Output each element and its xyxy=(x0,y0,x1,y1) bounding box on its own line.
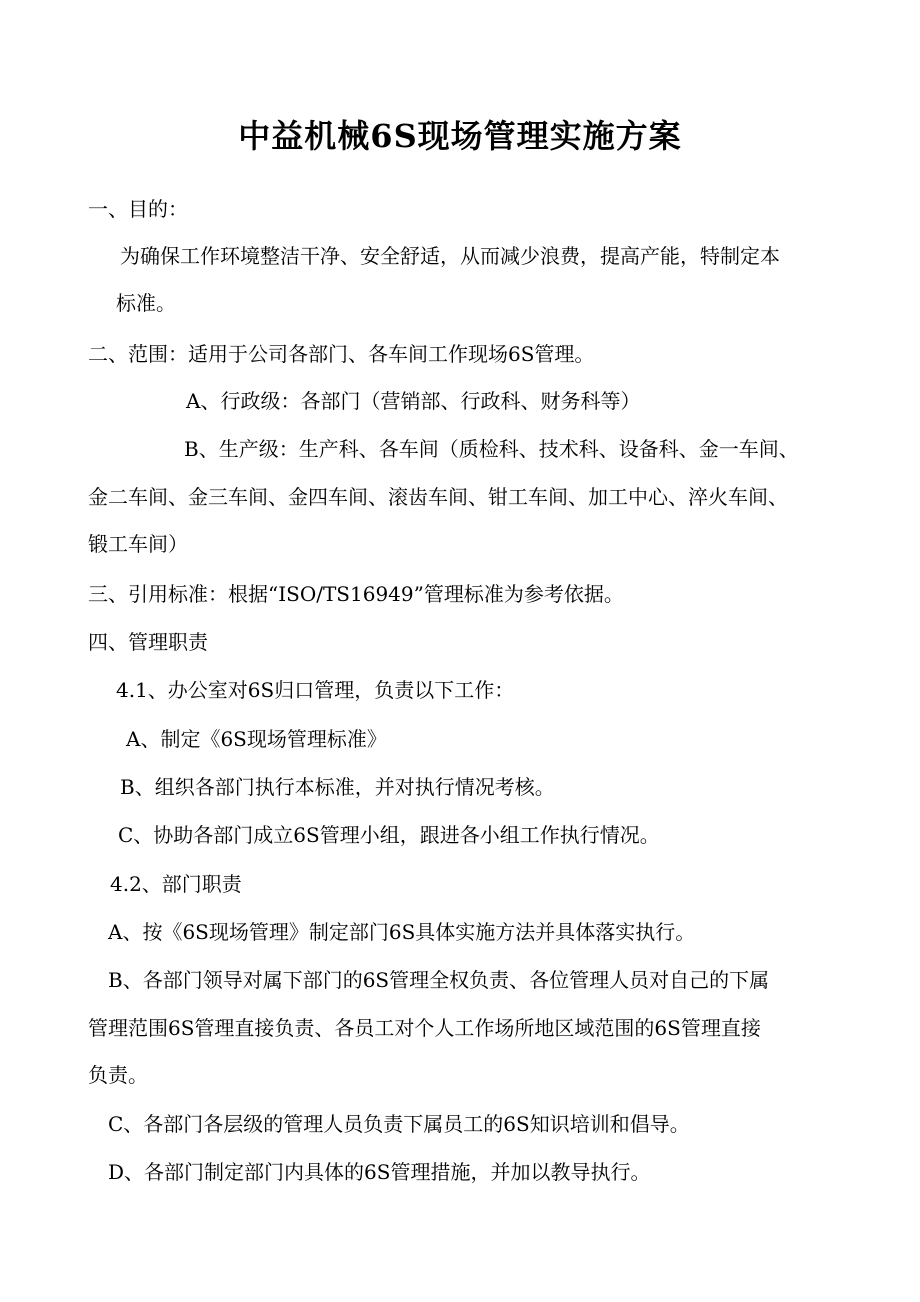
scope-item-b-line1: B、生产级：生产科、各车间（质检科、技术科、设备科、金一车间、 xyxy=(184,437,799,461)
department-item-c: C、各部门各层级的管理人员负责下属员工的6S知识培训和倡导。 xyxy=(108,1112,690,1136)
office-item-b: B、组织各部门执行本标准，并对执行情况考核。 xyxy=(120,775,555,799)
department-duties-heading: 4.2、部门职责 xyxy=(110,872,242,896)
scope-item-b-line3: 锻工车间） xyxy=(88,532,188,556)
scope-item-b-line2: 金二车间、金三车间、金四车间、滚齿车间、钳工车间、加工中心、淬火车间、 xyxy=(88,485,788,509)
scope-item-a: A、行政级：各部门（营销部、行政科、财务科等） xyxy=(186,389,641,413)
office-duties-heading: 4.1、办公室对6S归口管理，负责以下工作： xyxy=(116,678,515,702)
document-title: 中益机械6S现场管理实施方案 xyxy=(238,117,682,155)
purpose-text-line1: 为确保工作环境整洁干净、安全舒适，从而减少浪费，提高产能，特制定本 xyxy=(120,244,780,268)
office-item-a: A、制定《6S现场管理标准》 xyxy=(126,727,387,751)
office-item-c: C、协助各部门成立6S管理小组，跟进各小组工作执行情况。 xyxy=(118,823,660,847)
department-item-b-line1: B、各部门领导对属下部门的6S管理全权负责、各位管理人员对自己的下属 xyxy=(108,968,770,992)
reference-heading: 三、引用标准：根据“ISO/TS16949”管理标准为参考依据。 xyxy=(88,582,624,606)
scope-heading: 二、范围：适用于公司各部门、各车间工作现场6S管理。 xyxy=(88,342,595,366)
duties-heading: 四、管理职责 xyxy=(88,630,208,654)
purpose-heading: 一、目的： xyxy=(88,197,188,221)
purpose-text-line2: 标准。 xyxy=(116,291,176,315)
department-item-b-line2: 管理范围6S管理直接负责、各员工对个人工作场所地区域范围的6S管理直接 xyxy=(88,1016,761,1040)
department-item-a: A、按《6S现场管理》制定部门6S具体实施方法并具体落实执行。 xyxy=(108,920,696,944)
department-item-b-line3: 负责。 xyxy=(88,1063,148,1087)
department-item-d: D、各部门制定部门内具体的6S管理措施，并加以教导执行。 xyxy=(108,1160,651,1184)
